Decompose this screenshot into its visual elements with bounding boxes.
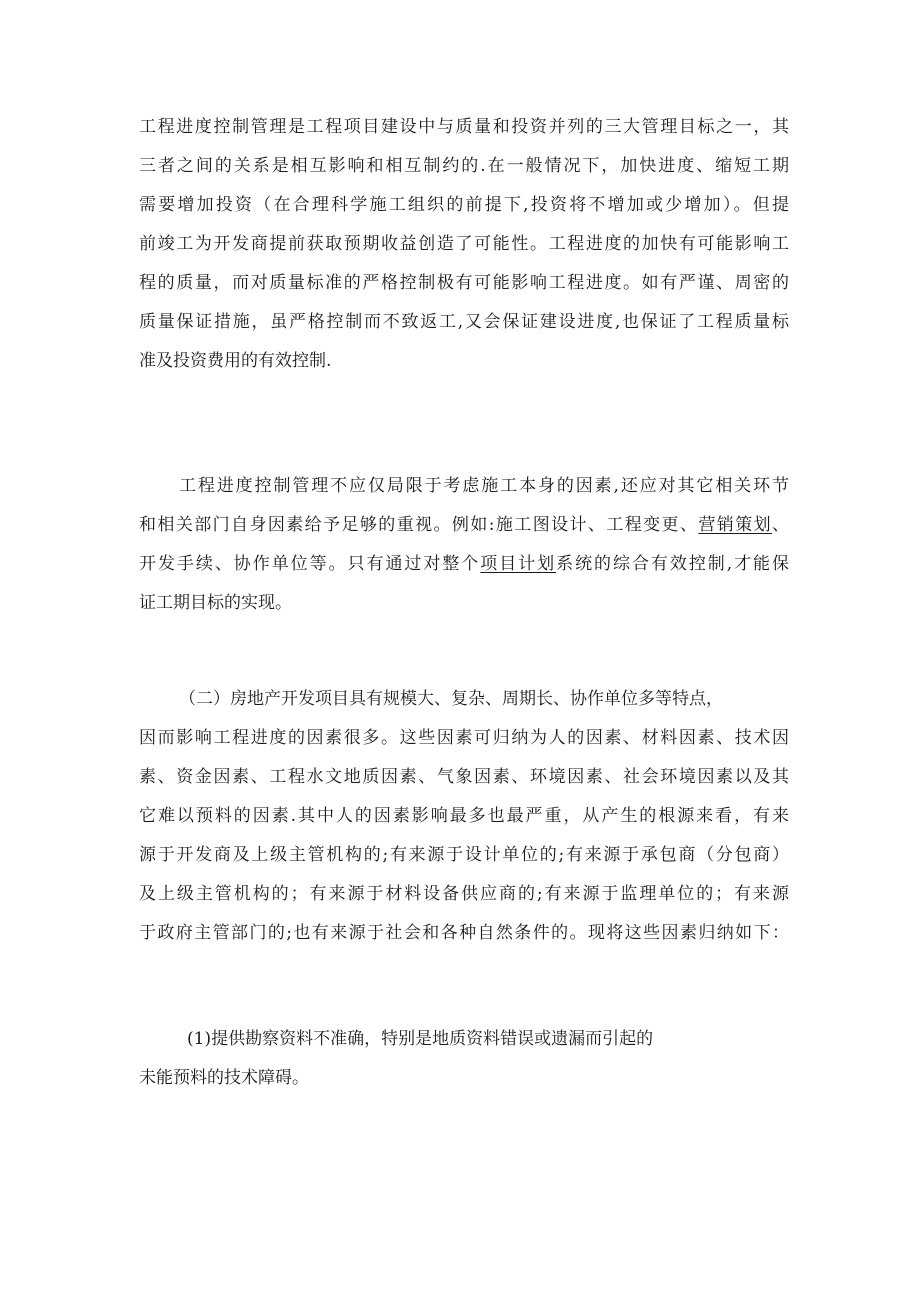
- text-line: 素、资金因素、工程水文地质因素、气象因素、环境因素、社会环境因素以及其: [139, 767, 789, 787]
- marketing-planning-link[interactable]: 营销策划: [698, 515, 773, 535]
- text-line: 于政府主管部门的;也有来源于社会和各种自然条件的。现将这些因素归纳如下：: [139, 923, 789, 943]
- text-segment: 和相关部门自身因素给予足够的重视。例如:施工图设计、工程变更、: [139, 515, 699, 535]
- text-line: [139, 545, 789, 584]
- text-line: 质量保证措施，虽严格控制而不致返工,又会保证建设进度,也保证了工程质量标: [139, 312, 789, 332]
- list-item-1: (1)提供勘察资料不准确，特别是地质资料错误或遗漏而引起的: [187, 1029, 654, 1049]
- paragraph-1: [139, 108, 789, 381]
- text-line: [139, 506, 789, 545]
- text-segment: 、: [772, 515, 789, 535]
- text-line: 它难以预料的因素.其中人的因素影响最多也最严重，从产生的根源来看，有来: [139, 806, 789, 826]
- text-segment: 系统的综合有效控制,才能保: [556, 554, 789, 574]
- text-line: 三者之间的关系是相互影响和相互制约的.在一般情况下，加快进度、缩短工期: [139, 156, 789, 176]
- text-line: 工程进度控制管理不应仅局限于考虑施工本身的因素,还应对其它相关环节: [179, 476, 789, 496]
- text-line: 工程进度控制管理是工程项目建设中与质量和投资并列的三大管理目标之一，其: [139, 117, 789, 137]
- text-segment: 开发手续、协作单位等。只有通过对整个: [139, 554, 481, 574]
- paragraph-4: [139, 1020, 789, 1098]
- text-line: 未能预料的技术障碍。: [139, 1068, 309, 1088]
- paragraph-2: [139, 467, 789, 623]
- text-line: 需要增加投资（在合理科学施工组织的前提下,投资将不增加或少增加）。但提: [139, 195, 789, 215]
- text-line: 及上级主管机构的；有来源于材料设备供应商的;有来源于监理单位的；有来源: [139, 884, 789, 904]
- paragraph-3: [139, 680, 789, 953]
- text-line: 准及投资费用的有效控制.: [139, 351, 332, 371]
- project-plan-link[interactable]: 项目计划: [480, 554, 557, 574]
- text-line: 前竣工为开发商提前获取预期收益创造了可能性。工程进度的加快有可能影响工: [139, 234, 789, 254]
- text-line: 源于开发商及上级主管机构的;有来源于设计单位的;有来源于承包商（分包商）: [139, 845, 789, 865]
- text-line: 程的质量，而对质量标准的严格控制极有可能影响工程进度。如有严谨、周密的: [139, 273, 789, 293]
- text-line: 因而影响工程进度的因素很多。这些因素可归纳为人的因素、材料因素、技术因: [139, 728, 789, 748]
- text-line: （二）房地产开发项目具有规模大、复杂、周期长、协作单位多等特点，: [179, 689, 723, 709]
- text-line: 证工期目标的实现。: [139, 593, 292, 613]
